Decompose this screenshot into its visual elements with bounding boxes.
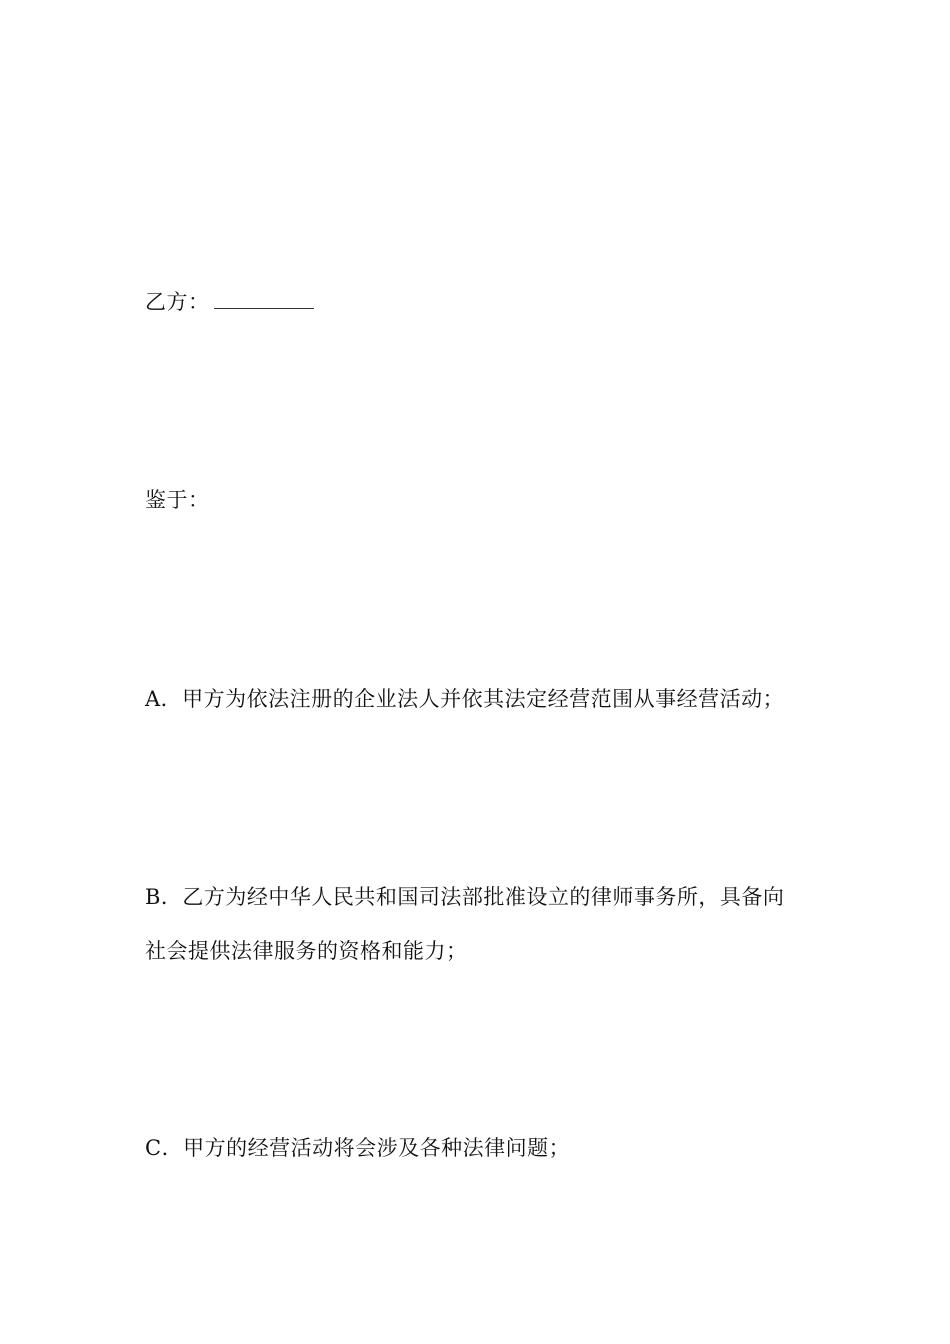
clause-b <box>145 870 815 978</box>
whereas-heading: 鉴于： <box>145 488 210 512</box>
clause-a: A．甲方为依法注册的企业法人并依其法定经营范围从事经营活动； <box>145 687 785 711</box>
clause-b-line-2: 社会提供法律服务的资格和能力； <box>145 939 468 963</box>
clause-b-line-1: B．乙方为经中华人民共和国司法部批准设立的律师事务所，具备向 <box>145 885 785 909</box>
party-b-line <box>145 287 314 317</box>
party-b-label: 乙方： <box>145 290 210 314</box>
clause-c: C．甲方的经营活动将会涉及各种法律问题； <box>145 1136 571 1160</box>
party-b-blank <box>214 288 314 309</box>
